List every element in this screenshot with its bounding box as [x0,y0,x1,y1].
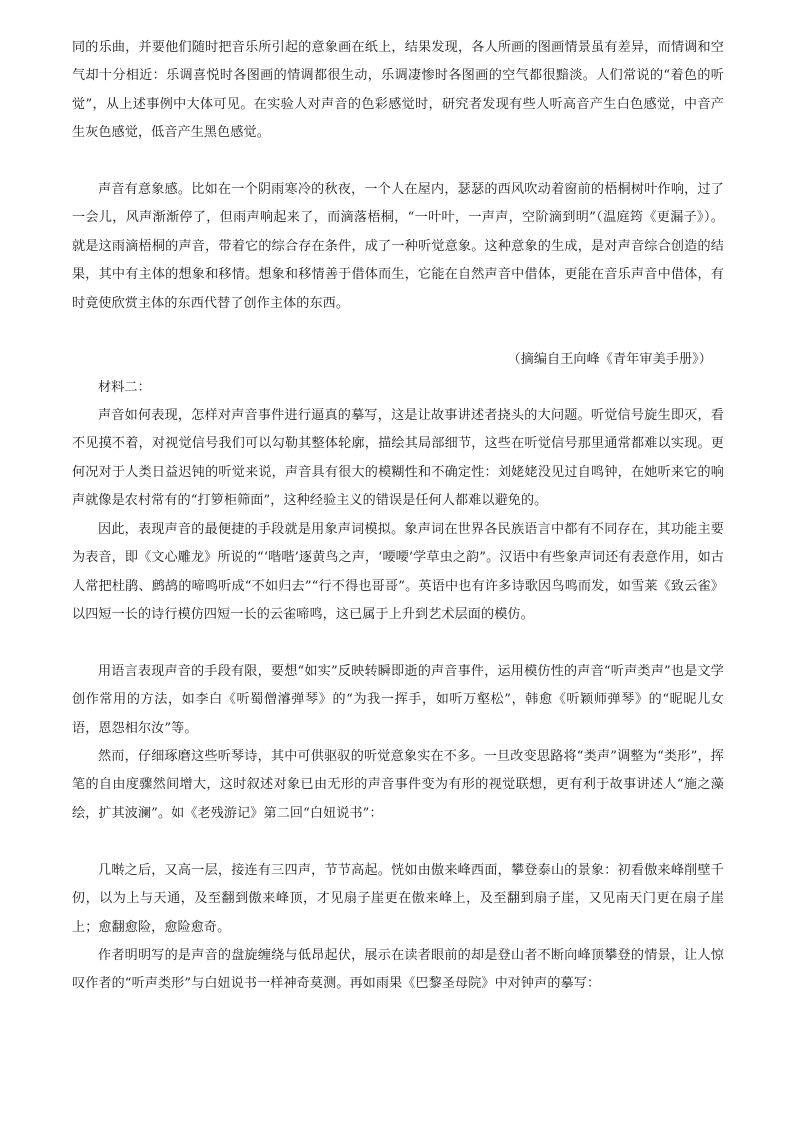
material-two-heading: 材料二： [98,380,151,395]
paragraph-color-hearing: 同的乐曲，并要他们随时把音乐所引起的意象画在纸上，结果发现，各人所画的图画情景虽有差异，而情调和空气却十分相近：乐调喜悦时各图画的情调都很生动，乐调凄惨时各图画的空气都很黯淡。人们常说的“着色的听觉”，从上述事例中大体可见。在实验人对声音的色彩感觉时，研究者发现有些人听高音产生白色感觉，中音产生灰色感觉，低音产生黑色感觉。 [72,40,724,141]
paragraph-sound-imagery: 声音有意象感。比如在一个阴雨寒冷的秋夜，一个人在屋内，瑟瑟的西风吹动着窗前的梧桐树叶作响，过了一会儿，风声渐渐停了，但雨声响起来了，而滴落梧桐，“一叶叶，一声声，空阶滴到明”（温庭筠《更漏子》）。就是这雨滴梧桐的声音，带着它的综合存在条件，成了一种听觉意象。这种意象的生成，是对声音综合创造的结果，其中有主体的想象和移情。想象和移情善于借体而生，它能在自然声音中借体，更能在音乐声音中借体，有时竟使欣赏主体的东西代替了创作主体的东西。 [72,182,724,311]
paragraph-quotation-laocan: 几啭之后，又高一层，接连有三四声，节节高起。恍如由傲来峰西面，攀登泰山的景象：初看傲来峰削壁千仞，以为上与天通，及至翻到傲来峰顶，才见扇子崖更在傲来峰上，及至翻到扇子崖，又见南天门更在扇子崖上；愈翻愈险，愈险愈奇。 [72,863,724,935]
paragraph-sound-to-shape: 然而，仔细琢磨这些听琴诗，其中可供驱驭的听觉意象实在不多。一旦改变思路将“类声”调整为“类形”，挥笔的自由度骤然间增大，这时叙述对象已由无形的声音事件变为有形的视觉联想，更有利于故事讲述人“施之藻绘，扩其波澜”。如《老残游记》第二回“白妞说书”： [72,749,724,821]
paragraph-onomatopoeia: 因此，表现声音的最便捷的手段就是用象声词模拟。象声词在世界各民族语言中都有不同存在，其功能主要为表音，即《文心雕龙》所说的“‘喈喈’逐黄鸟之声，‘喓喓’学草虫之韵”。汉语中有些象声词还有表意作用，如古人常把杜鹃、鹧鸪的啼鸣听成“不如归去”“行不得也哥哥”。英语中也有许多诗歌因鸟鸣而发，如雪莱《致云雀》以四短一长的诗行模仿四短一长的云雀啼鸣，这已属于上升到艺术层面的模仿。 [72,522,724,623]
paragraph-sound-imitation: 用语言表现声音的手段有限，要想“如实”反映转瞬即逝的声音事件，运用模仿性的声音“听声类声”也是文学创作常用的方法，如李白《听蜀僧濬弹琴》的“为我一挥手，如听万壑松”，韩愈《听颖师弹琴》的“昵昵儿女语，恩怨相尔汝”等。 [72,664,724,736]
paragraph-sound-representation: 声音如何表现，怎样对声音事件进行逼真的摹写，这是让故事讲述者挠头的大问题。听觉信号旋生即灭，看不见摸不着，对视觉信号我们可以勾勒其整体轮廓，描绘其局部细节，这些在听觉信号那里通常都难以实现。更何况对于人类日益迟钝的听觉来说，声音具有很大的模糊性和不确定性：刘姥姥没见过自鸣钟，在她听来它的响声就像是农村常有的“打箩柜筛面”，这种经验主义的错误是任何人都难以避免的。 [72,408,724,509]
source-citation: （摘编自王向峰《青年审美手册》） [507,352,712,367]
paragraph-commentary: 作者明明写的是声音的盘旋缠绕与低昂起伏，展示在读者眼前的却是登山者不断向峰顶攀登的情景，让人惊叹作者的“听声类形”与白妞说书一样神奇莫测。再如雨果《巴黎圣母院》中对钟声的摹写： [72,948,724,992]
